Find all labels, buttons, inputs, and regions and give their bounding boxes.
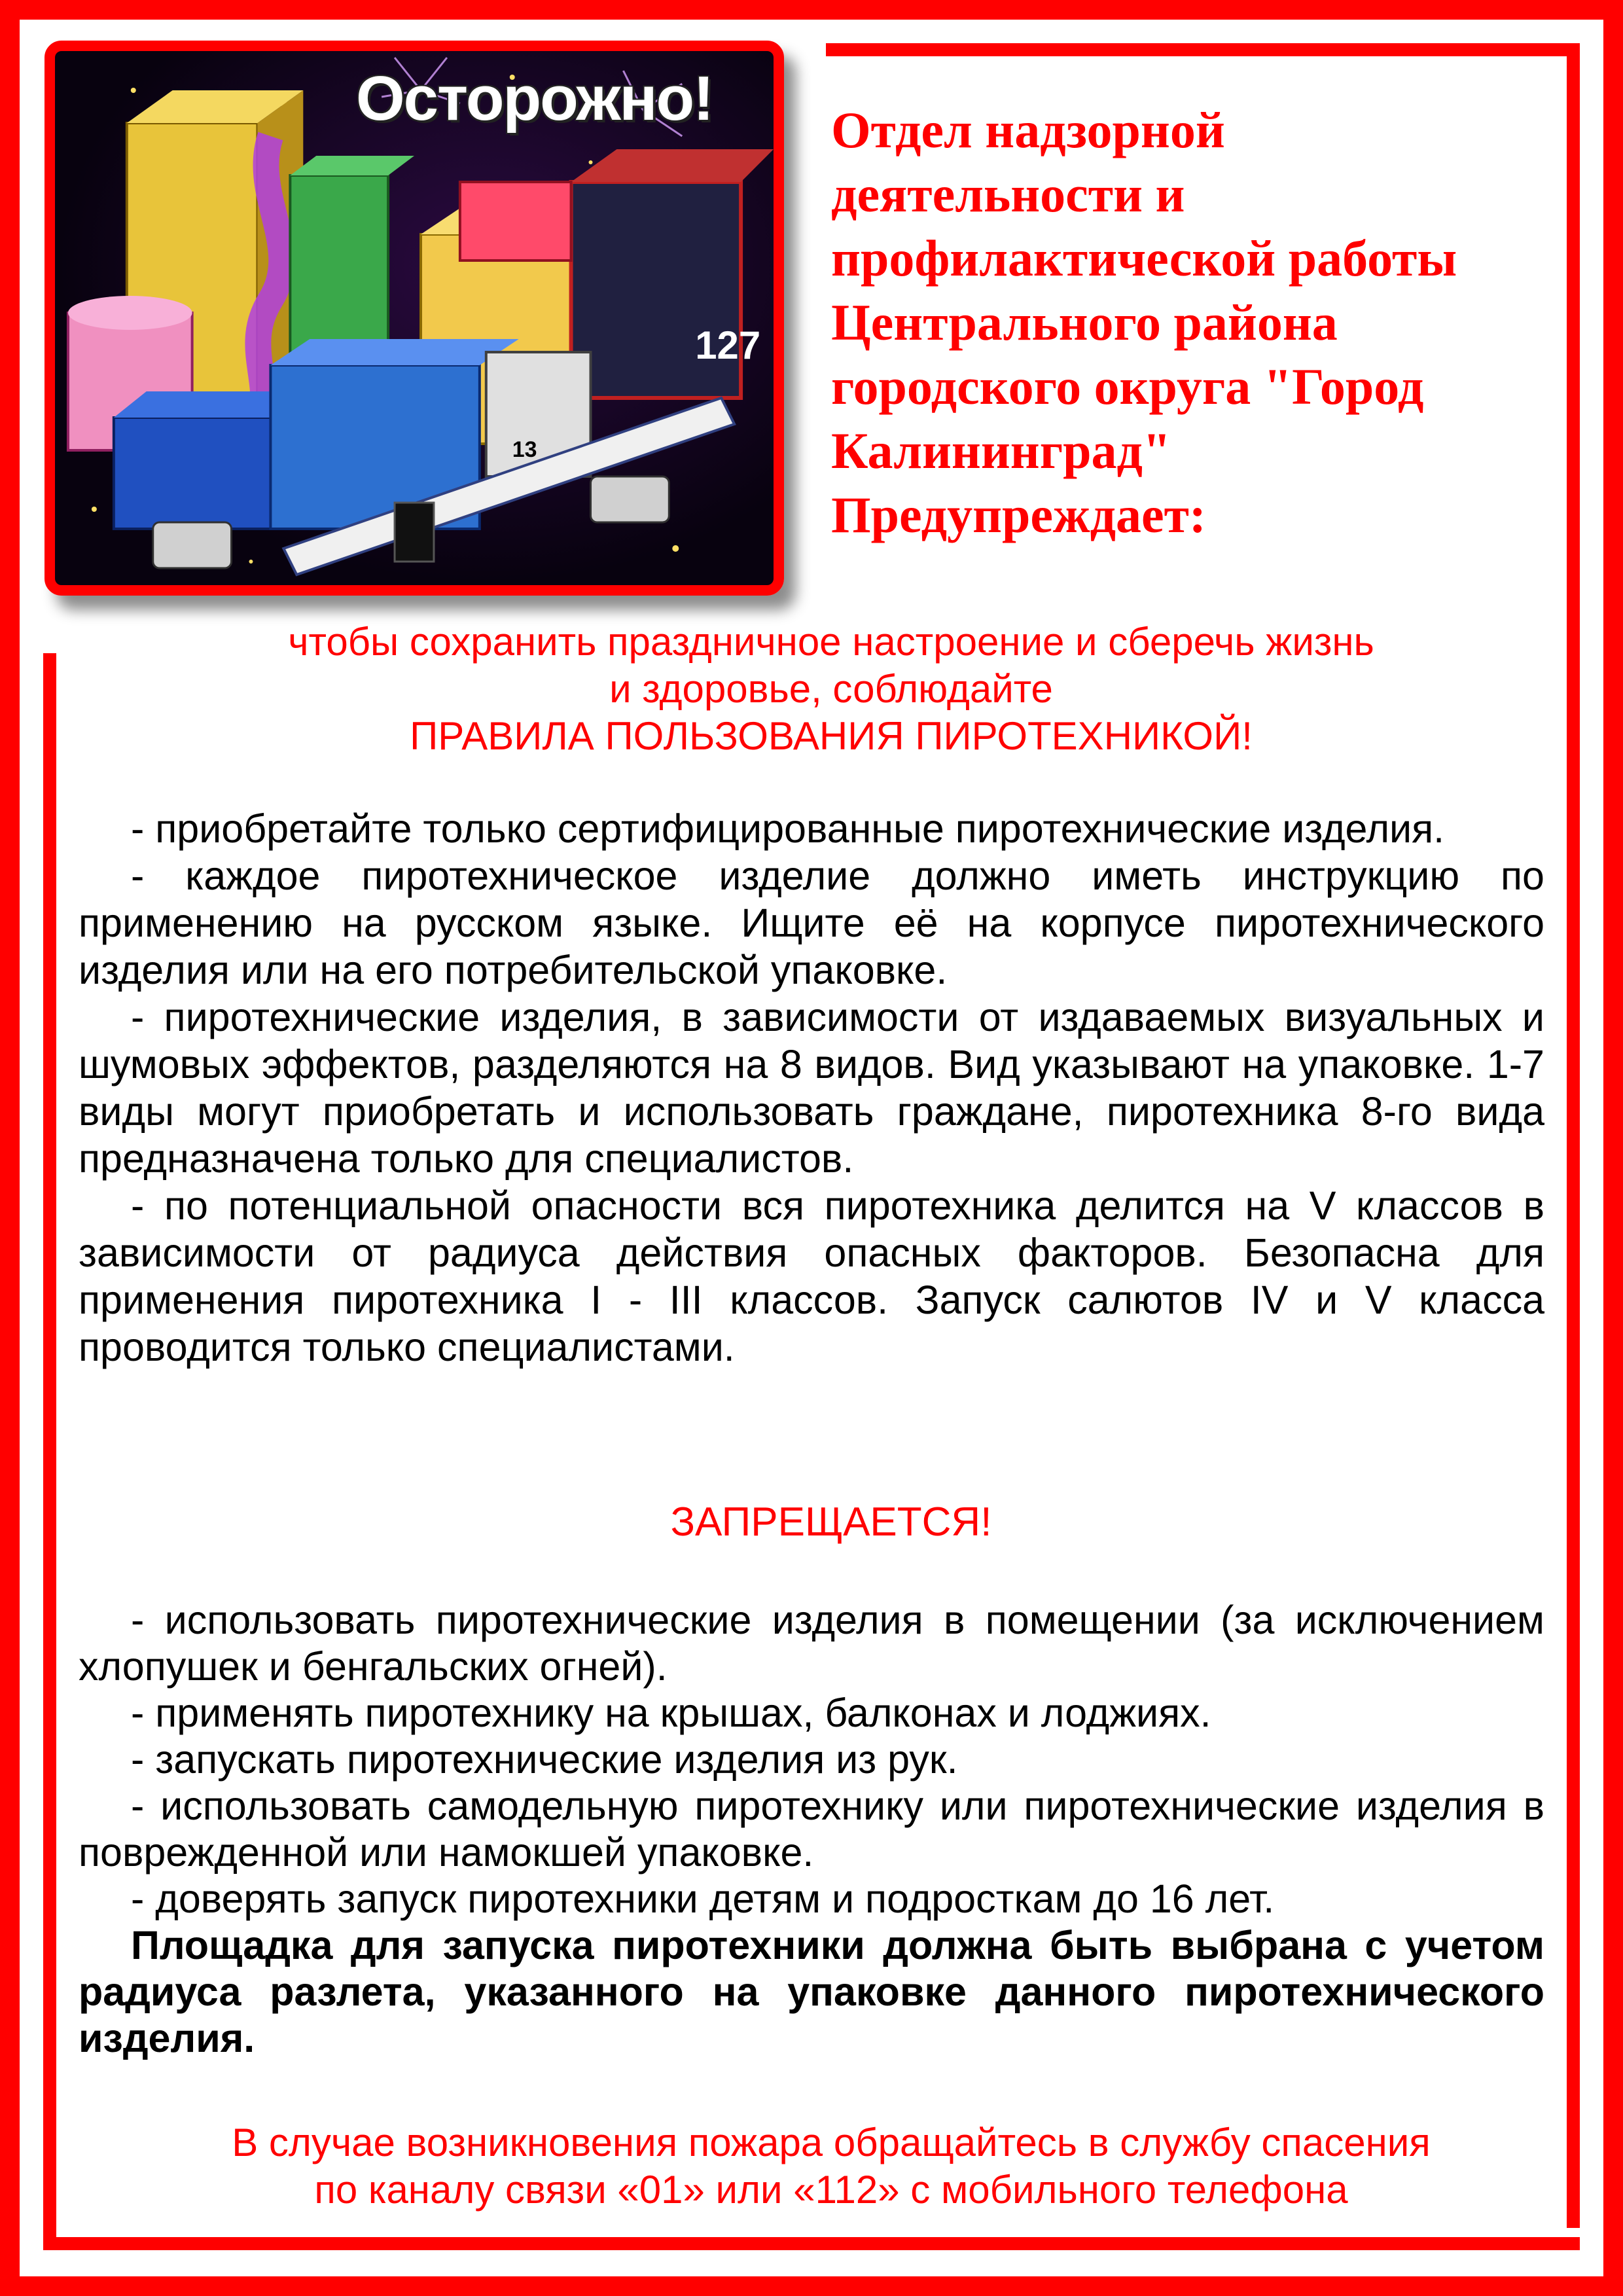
- heading-line: Центрального района: [831, 294, 1338, 351]
- box-label-13: 13: [512, 437, 537, 463]
- prohibitions-list: [79, 1597, 1544, 2062]
- prohibition-item: - использовать самодельную пиротехнику или пиротехнические изделия в поврежденной или намокшей упаковке.: [79, 1784, 1544, 1874]
- rule-item: - по потенциальной опасности вся пиротехника делится на V классов в зависимости от радиуса действия опасных факторов. Безопасна для применения пиротехника I - III классов. Запуск салютов IV и V класса проводится только специалистами.: [79, 1183, 1544, 1369]
- prohibition-item: - использовать пиротехнические изделия в помещении (за исключением хлопушек и бенгальских огней).: [79, 1598, 1544, 1689]
- prohibition-item: - применять пиротехнику на крышах, балконах и лоджиях.: [131, 1691, 1211, 1735]
- heading-line: Калининград": [831, 422, 1171, 479]
- box-label-127: 127: [695, 323, 761, 368]
- rules-list: [79, 805, 1544, 1371]
- intro-line-2: и здоровье, соблюдайте: [609, 667, 1053, 711]
- intro-block: [79, 619, 1584, 760]
- rule-item: - пиротехнические изделия, в зависимости от издаваемых визуальных и шумовых эффектов, разделяются на 8 видов. Вид указывают на упаковке. 1-7 виды могут приобретать и использовать граждане, пиротехника 8-го вида предназначена только для специалистов.: [79, 995, 1544, 1181]
- launch-site-note: Площадка для запуска пиротехники должна быть выбрана с учетом радиуса разлета, указанного на упаковке данного пиротехнического изделия.: [79, 1923, 1544, 2060]
- heading-line: Отдел надзорной: [831, 101, 1225, 158]
- rule-item: - каждое пиротехническое изделие должно иметь инструкцию по применению на русском языке. Ищите её на корпусе пиротехнического изделия или на его потребительской упаковке.: [79, 853, 1544, 992]
- prohibited-title: ЗАПРЕЩАЕТСЯ!: [670, 1499, 992, 1545]
- heading-line: профилактической работы: [831, 230, 1457, 287]
- heading-line: Предупреждает:: [831, 486, 1206, 543]
- emergency-footer: [79, 2119, 1584, 2214]
- department-heading: [831, 98, 1571, 547]
- footer-line-1: В случае возникновения пожара обращайтесь в службу спасения: [232, 2121, 1431, 2164]
- prohibition-item: - запускать пиротехнические изделия из рук.: [131, 1737, 958, 1782]
- heading-line: деятельности и: [831, 166, 1185, 223]
- footer-line-2: по каналу связи «01» или «112» с мобильного телефона: [314, 2168, 1348, 2212]
- rule-item: - приобретайте только сертифицированные пиротехнические изделия.: [131, 806, 1445, 851]
- fireworks-photo: [45, 41, 784, 596]
- rules-title: ПРАВИЛА ПОЛЬЗОВАНИЯ ПИРОТЕХНИКОЙ!: [410, 714, 1253, 758]
- photo-caption: Осторожно!: [356, 63, 713, 134]
- intro-line-1: чтобы сохранить праздничное настроение и сберечь жизнь: [288, 620, 1374, 664]
- heading-line: городского округа "Город: [831, 358, 1424, 415]
- prohibition-item: - доверять запуск пиротехники детям и подросткам до 16 лет.: [131, 1876, 1275, 1921]
